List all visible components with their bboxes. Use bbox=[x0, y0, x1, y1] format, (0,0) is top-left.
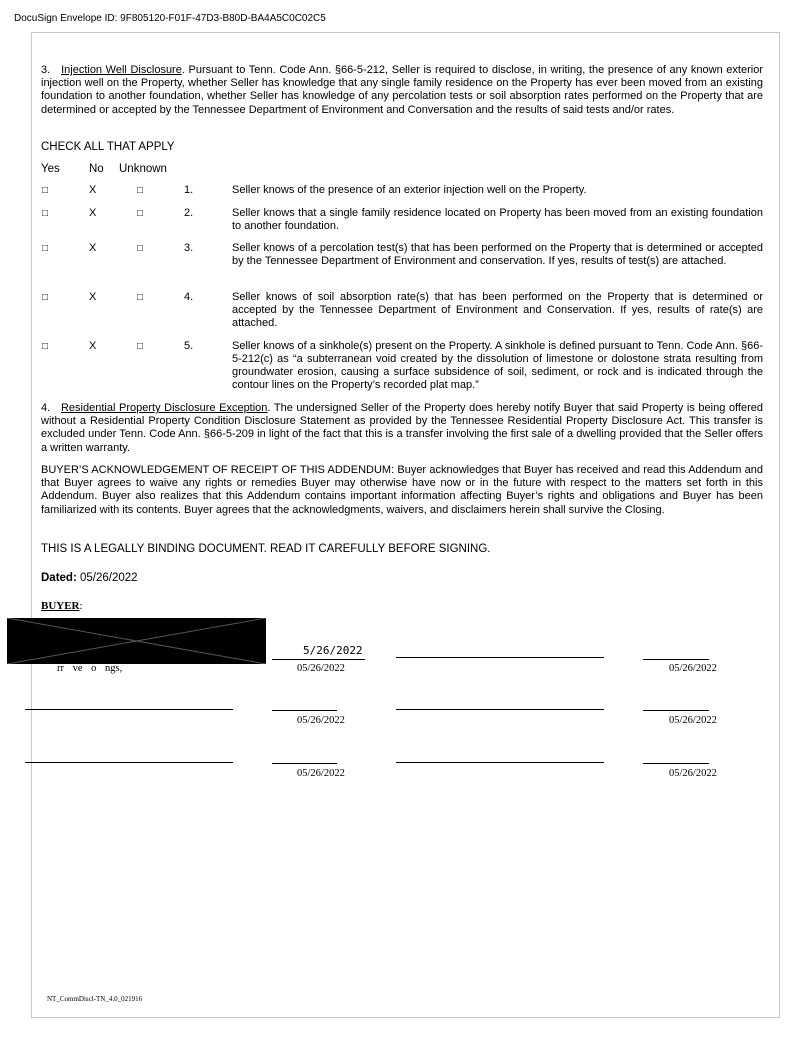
col-yes: Yes bbox=[41, 163, 60, 175]
section-3-body: . Pursuant to Tenn. Code Ann. §66-5-212, Seller is required to disclose, in writing, the presence of any known exterior injection well on the Property, whether Seller has knowledge that any single family residence on the Property has ever been moved from an existing foundation to another foundation, whether Seller has knowledge of any percolation tests or soil absorption rates performed on the Property that are determined or accepted by the Tennessee Department of Environment and Conversation and the results of said tests and/or rates. bbox=[41, 64, 763, 116]
section-3 bbox=[41, 64, 763, 117]
unknown-checkbox[interactable]: □ bbox=[137, 208, 144, 219]
item-text: Seller knows that a single family residence located on Property has been moved from an existing foundation to another foundation. bbox=[232, 207, 763, 232]
signature-date-line bbox=[643, 659, 709, 660]
envelope-id: DocuSign Envelope ID: 9F805120-F01F-47D3-B80D-BA4A5C0C02C5 bbox=[14, 13, 326, 24]
signature-line[interactable] bbox=[396, 709, 604, 710]
signature-date-line bbox=[272, 659, 365, 660]
signature-date-line bbox=[643, 710, 709, 711]
item-number: 2. bbox=[184, 207, 194, 219]
redacted-signature bbox=[7, 618, 266, 664]
signature-date-line bbox=[643, 763, 709, 764]
signature-line[interactable] bbox=[396, 657, 604, 658]
item-text: Seller knows of soil absorption rate(s) that has been performed on the Property that is determined or accepted by the Tennessee Department of Environment and Conservation. If yes, results of rate(s) are attached. bbox=[232, 291, 763, 329]
unknown-checkbox[interactable]: □ bbox=[137, 185, 144, 196]
buyer-colon: : bbox=[79, 600, 83, 612]
section-3-number: 3. bbox=[41, 64, 51, 76]
signature-date-line bbox=[272, 763, 337, 764]
check-all-heading: CHECK ALL THAT APPLY bbox=[41, 141, 175, 153]
yes-checkbox[interactable]: □ bbox=[42, 243, 49, 254]
no-checkbox-marked[interactable]: X bbox=[89, 340, 97, 352]
item-number: 5. bbox=[184, 340, 194, 352]
item-text: Seller knows of the presence of an exterior injection well on the Property. bbox=[232, 184, 587, 196]
unknown-checkbox[interactable]: □ bbox=[137, 243, 144, 254]
date-label: 05/26/2022 bbox=[669, 663, 717, 674]
no-checkbox-marked[interactable]: X bbox=[89, 184, 97, 196]
buyer-acknowledgement: BUYER’S ACKNOWLEDGEMENT OF RECEIPT OF THIS ADDENDUM: Buyer acknowledges that Buyer has received and read this Addendum and that Buyer agrees to waive any rights or remedies Buyer may otherwise have now or in the future with respect to the matters set forth in this Addendum. Buyer also realizes that this Addendum contains important information affecting Buyer’s rights and obligations and Buyer has been familiarized with its contents. Buyer agrees that the acknowledgments, waivers, and disclaimers herein shall survive the Closing. bbox=[41, 464, 763, 516]
section-4 bbox=[41, 402, 763, 455]
no-checkbox-marked[interactable]: X bbox=[89, 207, 97, 219]
item-number: 3. bbox=[184, 242, 194, 254]
signature-line[interactable] bbox=[25, 709, 233, 710]
item-number: 4. bbox=[184, 291, 194, 303]
signed-date: 5/26/2022 bbox=[303, 644, 363, 657]
section-4-number: 4. bbox=[41, 402, 51, 414]
date-label: 05/26/2022 bbox=[297, 663, 345, 674]
unknown-checkbox[interactable]: □ bbox=[137, 292, 144, 303]
section-4-heading: Residential Property Disclosure Exception bbox=[60, 402, 268, 414]
binding-notice: THIS IS A LEGALLY BINDING DOCUMENT. READ IT CAREFULLY BEFORE SIGNING. bbox=[41, 543, 491, 555]
dated-value: 05/26/2022 bbox=[76, 572, 138, 584]
section-3-heading: Injection Well Disclosure bbox=[61, 64, 182, 76]
date-label: 05/26/2022 bbox=[669, 715, 717, 726]
yes-checkbox[interactable]: □ bbox=[42, 208, 49, 219]
signer-name-partial: rr ve o ngs, bbox=[57, 663, 123, 674]
item-text: Seller knows of a percolation test(s) that has been performed on the Property that is determined or accepted by the Tennessee Department of Environment and conservation. If yes, results of test(s) are attached. bbox=[232, 242, 763, 267]
section-4-body: . The undersigned Seller of the Property does hereby notify Buyer that said Property is being offered without a Residential Property Condition Disclosure Statement as provided by the Tennessee Residential Property Disclosure Act. This transfer is excluded under Tenn. Code Ann. §66-5-209 in light of the fact that this is a transfer involving the first sale of a dwelling provided that the Seller offers a written warranty. bbox=[41, 402, 763, 454]
date-label: 05/26/2022 bbox=[669, 768, 717, 779]
no-checkbox-marked[interactable]: X bbox=[89, 291, 97, 303]
form-footer-code: NT_CommDiscl-TN_4.0_021916 bbox=[47, 995, 143, 1003]
buyer-label: BUYER bbox=[41, 600, 80, 612]
col-no: No bbox=[89, 163, 104, 175]
signature-line[interactable] bbox=[25, 762, 233, 763]
buyer-heading bbox=[41, 600, 83, 612]
yes-checkbox[interactable]: □ bbox=[42, 341, 49, 352]
yes-checkbox[interactable]: □ bbox=[42, 185, 49, 196]
page-frame bbox=[31, 32, 780, 1018]
date-label: 05/26/2022 bbox=[297, 715, 345, 726]
col-unknown: Unknown bbox=[119, 163, 167, 175]
date-label: 05/26/2022 bbox=[297, 768, 345, 779]
item-text: Seller knows of a sinkhole(s) present on the Property. A sinkhole is defined pursuant to Tenn. Code Ann. §66-5-212(c) as “a subterranean void created by the dissolution of limestone or dolostone strata resulting from groundwater erosion, causing a surface subsidence of soil, sediment, or rock and is indicated through the contour lines on the Property’s recorded plat map.” bbox=[232, 340, 763, 391]
item-number: 1. bbox=[184, 184, 194, 196]
redaction-x-icon bbox=[7, 618, 266, 664]
yes-checkbox[interactable]: □ bbox=[42, 292, 49, 303]
signature-line[interactable] bbox=[396, 762, 604, 763]
dated-line bbox=[41, 572, 138, 584]
dated-label: Dated: bbox=[41, 572, 77, 584]
no-checkbox-marked[interactable]: X bbox=[89, 242, 97, 254]
unknown-checkbox[interactable]: □ bbox=[137, 341, 144, 352]
signature-date-line bbox=[272, 710, 337, 711]
